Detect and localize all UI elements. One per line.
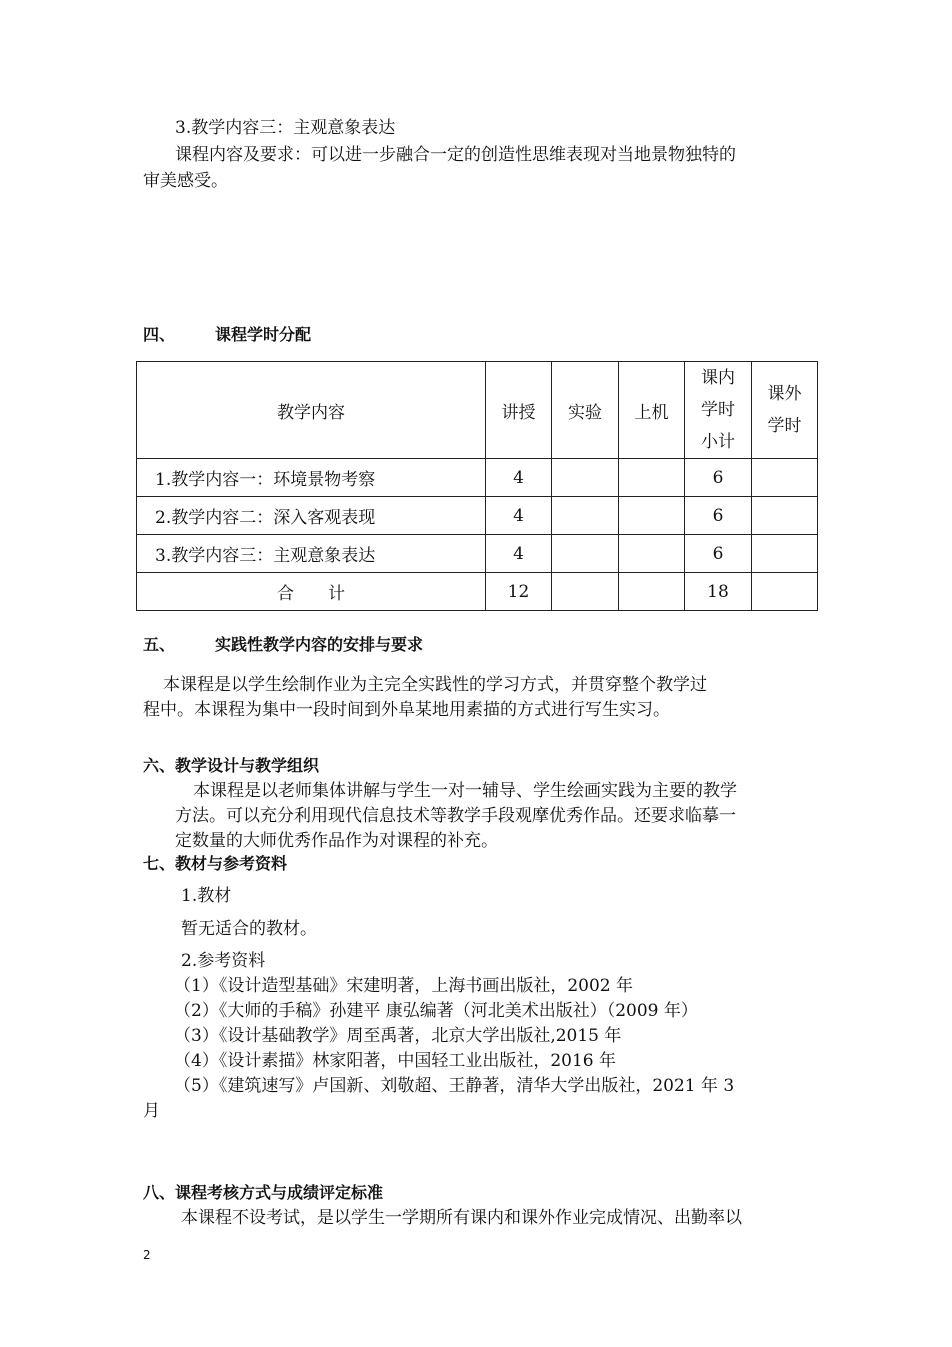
content-three-requirement-line: 课程内容及要求：可以进一步融合一定的创造性思维表现对当地景物独特的 xyxy=(175,145,736,165)
reference-item: （5）《建筑速写》卢国新、刘敬超、王静著，清华大学出版社，2021 年 3 xyxy=(174,1076,735,1096)
section-heading-5 xyxy=(143,633,423,657)
textbook-value: 暂无适合的教材。 xyxy=(181,919,317,939)
cell-lecture: 4 xyxy=(486,459,552,497)
paragraph-line: 本课程是以学生绘制作业为主完全实践性的学习方式，并贯穿整个教学过 xyxy=(163,675,707,695)
section-heading-7: 七、教材与参考资料 xyxy=(143,854,288,873)
cell-extra xyxy=(752,535,818,573)
table-row xyxy=(137,459,818,497)
cell-experiment xyxy=(552,497,619,535)
cell-content: 3.教学内容三：主观意象表达 xyxy=(137,535,486,573)
cell-experiment xyxy=(552,535,619,573)
header-line: 学时 xyxy=(701,400,735,420)
paragraph-line: 定数量的大师优秀作品作为对课程的补充。 xyxy=(175,831,498,851)
header-experiment: 实验 xyxy=(552,362,619,459)
reference-item-wrap: 月 xyxy=(143,1101,160,1121)
cell-computer xyxy=(619,573,685,611)
reference-item: （2）《大师的手稿》孙建平 康弘编著（河北美术出版社）（2009 年） xyxy=(174,1001,698,1021)
paragraph-line: 本课程是以老师集体讲解与学生一对一辅导、学生绘画实践为主要的教学 xyxy=(193,781,737,801)
header-extra-hours xyxy=(752,362,818,459)
section-number: 四、 xyxy=(143,325,176,344)
cell-content: 1.教学内容一：环境景物考察 xyxy=(137,459,486,497)
cell-in-class: 6 xyxy=(685,497,752,535)
page-number: 2 xyxy=(143,1248,151,1262)
cell-computer xyxy=(619,497,685,535)
header-line: 课内 xyxy=(701,368,735,388)
content-three-heading: 3.教学内容三：主观意象表达 xyxy=(175,118,396,138)
section-title: 实践性教学内容的安排与要求 xyxy=(215,635,424,654)
reference-item: （1）《设计造型基础》宋建明著，上海书画出版社，2002 年 xyxy=(174,976,633,996)
paragraph-line: 程中。本课程为集中一段时间到外阜某地用素描的方式进行写生实习。 xyxy=(143,700,670,720)
hours-allocation-table xyxy=(136,361,818,611)
header-line: 学时 xyxy=(767,416,802,436)
cell-experiment xyxy=(552,573,619,611)
cell-content: 2.教学内容二：深入客观表现 xyxy=(137,497,486,535)
header-lecture: 讲授 xyxy=(486,362,552,459)
cell-extra xyxy=(752,573,818,611)
cell-extra xyxy=(752,459,818,497)
table-row xyxy=(137,535,818,573)
table-row xyxy=(137,497,818,535)
cell-in-class: 6 xyxy=(685,459,752,497)
cell-in-class: 6 xyxy=(685,535,752,573)
content-three-requirement-line: 审美感受。 xyxy=(143,171,228,191)
header-line: 小计 xyxy=(701,432,735,452)
textbook-label: 1.教材 xyxy=(181,886,232,906)
table-header-row xyxy=(137,362,818,459)
section-heading-8: 八、课程考核方式与成绩评定标准 xyxy=(143,1183,384,1202)
reference-item: （4）《设计素描》林家阳著，中国轻工业出版社，2016 年 xyxy=(174,1051,616,1071)
header-line: 课外 xyxy=(767,384,802,404)
cell-extra xyxy=(752,497,818,535)
cell-computer xyxy=(619,459,685,497)
cell-total-label: 合 计 xyxy=(137,573,486,611)
cell-computer xyxy=(619,535,685,573)
table-total-row xyxy=(137,573,818,611)
section-heading-6: 六、教学设计与教学组织 xyxy=(143,756,320,775)
references-label: 2.参考资料 xyxy=(181,951,266,971)
header-computer: 上机 xyxy=(619,362,685,459)
section-title: 课程学时分配 xyxy=(215,325,312,344)
reference-item: （3）《设计基础教学》周至禹著，北京大学出版社,2015 年 xyxy=(174,1026,622,1046)
header-content: 教学内容 xyxy=(137,362,486,459)
header-in-class-subtotal xyxy=(685,362,752,459)
section-heading-4 xyxy=(143,323,311,347)
cell-lecture: 12 xyxy=(486,573,552,611)
paragraph-line: 方法。可以充分利用现代信息技术等教学手段观摩优秀作品。还要求临摹一 xyxy=(175,806,736,826)
cell-in-class: 18 xyxy=(685,573,752,611)
section-number: 五、 xyxy=(143,635,176,654)
paragraph-line: 本课程不设考试，是以学生一学期所有课内和课外作业完成情况、出勤率以 xyxy=(181,1208,742,1228)
cell-lecture: 4 xyxy=(486,535,552,573)
cell-lecture: 4 xyxy=(486,497,552,535)
cell-experiment xyxy=(552,459,619,497)
